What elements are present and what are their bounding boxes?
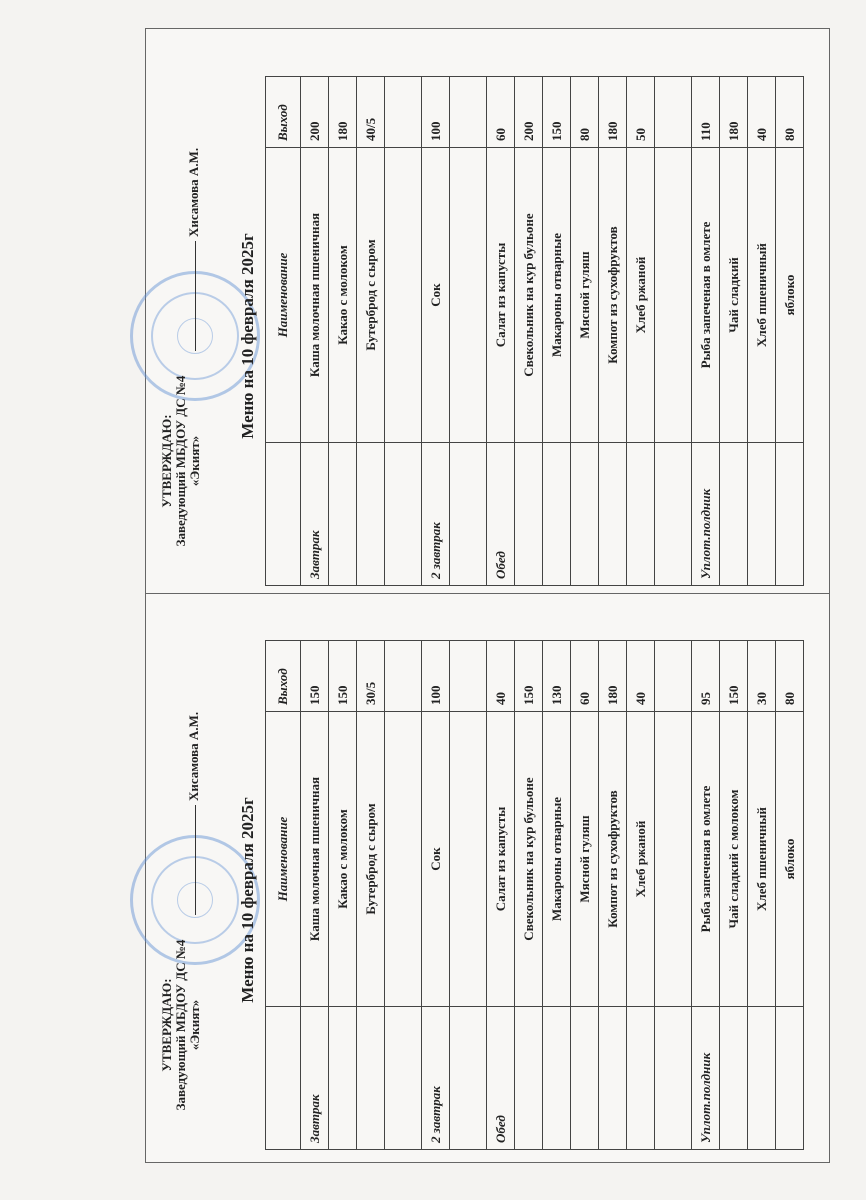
page-divider [145, 593, 830, 594]
table-row [776, 641, 804, 1150]
output-cell: 180 [329, 77, 357, 148]
output-cell: 60 [487, 77, 515, 148]
table-row [543, 77, 571, 586]
meal-cell: Завтрак [301, 1007, 329, 1150]
output-cell [450, 77, 487, 148]
dish-name-cell: Макароны отварные [543, 712, 571, 1007]
dish-name-cell: Бутерброд с сыром [357, 712, 385, 1007]
output-cell [655, 641, 692, 712]
approval-line-1: УТВЕРЖДАЮ: [159, 414, 174, 508]
meal-cell: 2 завтрак [422, 1007, 450, 1150]
table-row [543, 641, 571, 1150]
meal-cell [357, 443, 385, 586]
dish-name-cell [385, 712, 422, 1007]
dish-name-cell: Свекольник на кур бульоне [515, 148, 543, 443]
dish-name-cell: Какао с молоком [329, 712, 357, 1007]
table-row [571, 641, 599, 1150]
signature-line [186, 148, 202, 351]
table-row [301, 77, 329, 586]
table-row [357, 641, 385, 1150]
table-row [720, 641, 748, 1150]
table-row [422, 77, 450, 586]
dish-name-cell: Сок [422, 148, 450, 443]
table-row [450, 641, 487, 1150]
table-row [655, 641, 692, 1150]
table-row [776, 77, 804, 586]
table-row [422, 641, 450, 1150]
meal-cell: Обед [487, 1007, 515, 1150]
table-row [655, 77, 692, 586]
menu-table [265, 640, 804, 1150]
table-row [571, 77, 599, 586]
meal-cell [450, 443, 487, 586]
dish-name-cell: Хлеб ржаной [627, 148, 655, 443]
meal-cell [627, 443, 655, 586]
dish-name-cell: Хлеб ржаной [627, 712, 655, 1007]
output-cell: 180 [720, 77, 748, 148]
meal-cell: Уплот.полдник [692, 443, 720, 586]
dish-name-cell: Бутерброд с сыром [357, 148, 385, 443]
dish-name-cell [655, 148, 692, 443]
menu-table-body [301, 77, 804, 586]
output-cell [385, 641, 422, 712]
table-row [692, 77, 720, 586]
dish-name-cell: Салат из капусты [487, 148, 515, 443]
meal-cell [599, 1007, 627, 1150]
meal-cell [329, 443, 357, 586]
output-cell: 80 [776, 641, 804, 712]
table-row [720, 77, 748, 586]
output-cell: 200 [515, 77, 543, 148]
signer-name: Хисамова А.М. [186, 711, 201, 801]
output-cell: 60 [571, 641, 599, 712]
dish-name-cell: Чай сладкий с молоком [720, 712, 748, 1007]
dish-name-cell: Хлеб пшеничный [748, 712, 776, 1007]
meal-column-header [266, 1007, 301, 1150]
menu-table [265, 76, 804, 586]
meal-cell [543, 443, 571, 586]
dish-name-cell: Макароны отварные [543, 148, 571, 443]
table-row [515, 77, 543, 586]
output-cell: 95 [692, 641, 720, 712]
dish-name-cell [385, 148, 422, 443]
meal-cell [329, 1007, 357, 1150]
approval-line-2: Заведующий МБДОУ ДС №4 [173, 375, 188, 547]
approval-line-3: «Экият» [187, 999, 202, 1051]
output-cell [655, 77, 692, 148]
approval-line-3: «Экият» [187, 435, 202, 487]
output-cell: 150 [720, 641, 748, 712]
meal-cell [720, 443, 748, 586]
output-cell: 130 [543, 641, 571, 712]
dish-name-cell: Свекольник на кур бульоне [515, 712, 543, 1007]
meal-cell [748, 443, 776, 586]
meal-cell [385, 443, 422, 586]
output-cell: 40 [748, 77, 776, 148]
output-cell: 180 [599, 641, 627, 712]
dish-name-cell: Сок [422, 712, 450, 1007]
table-row [748, 641, 776, 1150]
output-cell: 110 [692, 77, 720, 148]
dish-name-cell: Салат из капусты [487, 712, 515, 1007]
output-column-header: Выход [266, 77, 301, 148]
output-cell: 30 [748, 641, 776, 712]
menu-sheet-younger-group [160, 600, 820, 1150]
output-cell: 150 [543, 77, 571, 148]
dish-name-cell: Рыба запеченая в омлете [692, 148, 720, 443]
output-cell: 50 [627, 77, 655, 148]
dish-name-cell: Какао с молоком [329, 148, 357, 443]
table-row [627, 77, 655, 586]
output-cell: 150 [301, 641, 329, 712]
menu-title: Меню на 10 февраля 2025г [238, 233, 257, 439]
meal-cell: Уплот.полдник [692, 1007, 720, 1150]
meal-cell [571, 1007, 599, 1150]
meal-cell [627, 1007, 655, 1150]
table-row [487, 641, 515, 1150]
table-row [748, 77, 776, 586]
output-cell: 180 [599, 77, 627, 148]
dish-name-cell: Каша молочная пшеничная [301, 712, 329, 1007]
meal-cell [720, 1007, 748, 1150]
dish-name-cell: Мясной гуляш [571, 148, 599, 443]
output-cell: 100 [422, 77, 450, 148]
table-row [450, 77, 487, 586]
dish-name-cell: Чай сладкий [720, 148, 748, 443]
table-row [599, 77, 627, 586]
signature-underline [195, 241, 196, 351]
table-row [487, 77, 515, 586]
output-cell: 40/5 [357, 77, 385, 148]
meal-cell [385, 1007, 422, 1150]
meal-cell [571, 443, 599, 586]
meal-cell [543, 1007, 571, 1150]
approval-block [160, 336, 202, 586]
table-row [515, 641, 543, 1150]
output-cell: 40 [487, 641, 515, 712]
meal-cell [655, 443, 692, 586]
signer-name: Хисамова А.М. [186, 147, 201, 237]
dish-name-cell: Рыба запеченая в омлете [692, 712, 720, 1007]
meal-cell: Завтрак [301, 443, 329, 586]
table-row [329, 641, 357, 1150]
signature-underline [195, 805, 196, 915]
dish-name-cell [655, 712, 692, 1007]
output-cell: 30/5 [357, 641, 385, 712]
table-row [385, 641, 422, 1150]
meal-cell [515, 443, 543, 586]
output-column-header: Выход [266, 641, 301, 712]
output-cell: 80 [776, 77, 804, 148]
table-row [329, 77, 357, 586]
dish-name-cell: Хлеб пшеничный [748, 148, 776, 443]
meal-cell [357, 1007, 385, 1150]
approval-line-1: УТВЕРЖДАЮ: [159, 978, 174, 1072]
approval-line-2: Заведующий МБДОУ ДС №4 [173, 939, 188, 1111]
dish-name-cell: яблоко [776, 712, 804, 1007]
dish-name-cell: Каша молочная пшеничная [301, 148, 329, 443]
meal-cell [515, 1007, 543, 1150]
table-row [692, 641, 720, 1150]
meal-cell [748, 1007, 776, 1150]
dish-name-cell: Компот из сухофруктов [599, 148, 627, 443]
menu-table-body [301, 641, 804, 1150]
meal-column-header [266, 443, 301, 586]
table-row [357, 77, 385, 586]
meal-cell: 2 завтрак [422, 443, 450, 586]
meal-cell [776, 1007, 804, 1150]
meal-cell: Обед [487, 443, 515, 586]
table-row [599, 641, 627, 1150]
meal-cell [776, 443, 804, 586]
table-row [627, 641, 655, 1150]
output-cell: 150 [329, 641, 357, 712]
name-column-header: Наименование [266, 712, 301, 1007]
meal-cell [450, 1007, 487, 1150]
output-cell [385, 77, 422, 148]
output-cell: 200 [301, 77, 329, 148]
dish-name-cell [450, 712, 487, 1007]
table-row [385, 77, 422, 586]
meal-cell [655, 1007, 692, 1150]
output-cell: 100 [422, 641, 450, 712]
table-header-row [266, 641, 301, 1150]
table-header-row [266, 77, 301, 586]
menu-title: Меню на 10 февраля 2025г [238, 797, 257, 1003]
menu-sheet-older-group [160, 36, 820, 586]
dish-name-cell: яблоко [776, 148, 804, 443]
table-row [301, 641, 329, 1150]
output-cell: 150 [515, 641, 543, 712]
output-cell [450, 641, 487, 712]
dish-name-cell [450, 148, 487, 443]
meal-cell [599, 443, 627, 586]
output-cell: 80 [571, 77, 599, 148]
dish-name-cell: Мясной гуляш [571, 712, 599, 1007]
approval-block [160, 900, 202, 1150]
output-cell: 40 [627, 641, 655, 712]
dish-name-cell: Компот из сухофруктов [599, 712, 627, 1007]
signature-line [186, 712, 202, 915]
name-column-header: Наименование [266, 148, 301, 443]
